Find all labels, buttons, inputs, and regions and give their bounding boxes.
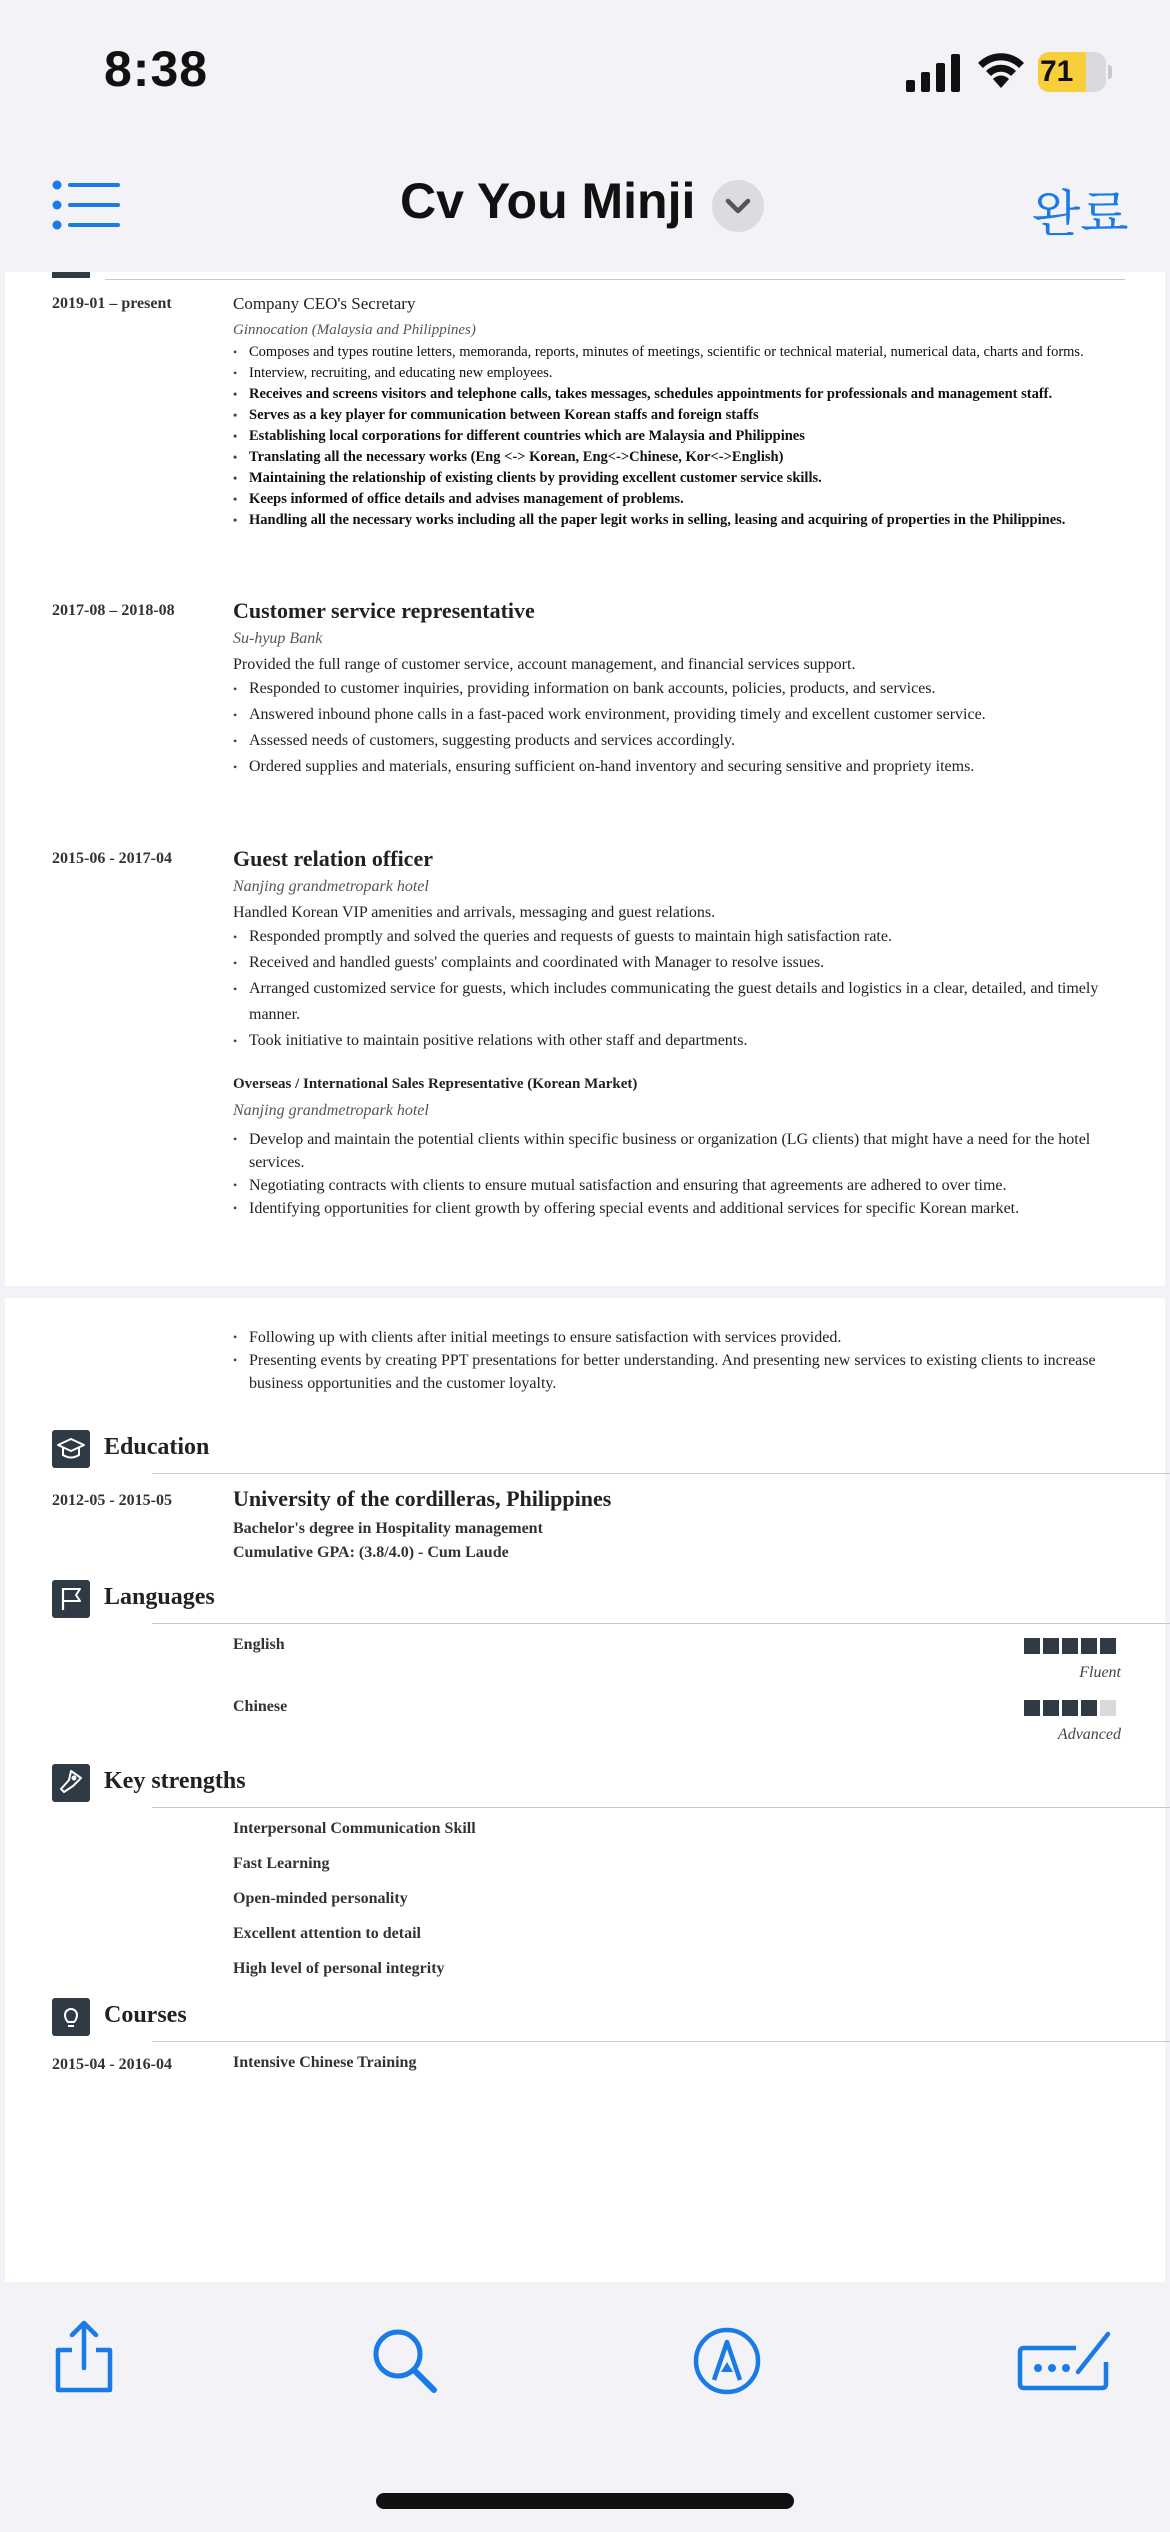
cellular-signal-icon xyxy=(906,52,962,92)
section-rule xyxy=(105,279,1125,280)
list-item: • Composes and types routine letters, memoranda, reports, minutes of meetings, scientific or technical material, numerical data, charts and forms. xyxy=(233,342,1129,363)
strength-item: High level of personal integrity xyxy=(233,1960,445,1977)
form-fill-icon[interactable] xyxy=(1016,2326,1116,2396)
gpa: Cumulative GPA: (3.8/4.0) - Cum Laude xyxy=(233,1544,509,1561)
list-icon[interactable] xyxy=(52,180,122,230)
job-company: Su-hyup Bank xyxy=(233,630,323,647)
document-title[interactable]: Cv You Minji xyxy=(400,173,696,229)
list-item: • Answered inbound phone calls in a fast-paced work environment, providing timely and excellent customer service. xyxy=(233,702,1129,728)
rating-square-filled xyxy=(1062,1638,1078,1654)
list-item: • Translating all the necessary works (Eng <-> Korean, Eng<->Chinese, Kor<->English) xyxy=(233,447,1129,468)
rating-square-filled xyxy=(1024,1700,1040,1716)
list-item: • Establishing local corporations for different countries which are Malaysia and Philippines xyxy=(233,426,1129,447)
list-item: • Keeps informed of office details and advises management of problems. xyxy=(233,489,1129,510)
list-item: • Received and handled guests' complaints and coordinated with Manager to resolve issues. xyxy=(233,950,1129,976)
strength-item: Excellent attention to detail xyxy=(233,1925,421,1942)
list-item: • Took initiative to maintain positive relations with other staff and departments. xyxy=(233,1028,1129,1054)
rating-square-filled xyxy=(1043,1700,1059,1716)
job-title: Company CEO's Secretary xyxy=(233,294,416,313)
rating-square-filled xyxy=(1100,1638,1116,1654)
job-dates: 2019-01 – present xyxy=(52,295,172,312)
list-item: • Serves as a key player for communication between Korean staffs and foreign staffs xyxy=(233,405,1129,426)
language-level: Advanced xyxy=(1057,1726,1121,1743)
section-title: Courses xyxy=(104,2002,187,2028)
list-item: • Following up with clients after initial meetings to ensure satisfaction with services provided. xyxy=(233,1326,1129,1349)
job-bullets xyxy=(233,342,1129,531)
list-item: • Responded promptly and solved the queries and requests of guests to maintain high satisfaction rate. xyxy=(233,924,1129,950)
list-item: • Identifying opportunities for client growth by offering special events and additional services for specific Korean market. xyxy=(233,1197,1129,1220)
pdf-page-1 xyxy=(5,272,1165,1286)
list-item: • Arranged customized service for guests, which includes communicating the guest details and logistics in a clear, detailed, and timely manner. xyxy=(233,976,1129,1028)
job-summary: Provided the full range of customer service, account management, and financial services support. xyxy=(233,656,856,673)
list-item: • Assessed needs of customers, suggesting products and services accordingly. xyxy=(233,728,1129,754)
status-time: 8:38 xyxy=(104,41,209,97)
job-bullets xyxy=(233,676,1129,780)
course-name: Intensive Chinese Training xyxy=(233,2054,417,2071)
strength-item: Open-minded personality xyxy=(233,1890,408,1907)
graduation-cap-icon xyxy=(52,1430,90,1468)
rating-square-empty xyxy=(1100,1700,1116,1716)
strength-item: Fast Learning xyxy=(233,1855,330,1872)
rating-square-filled xyxy=(1043,1638,1059,1654)
battery-indicator xyxy=(1038,52,1112,92)
rating-square-filled xyxy=(1024,1638,1040,1654)
rating-square-filled xyxy=(1081,1700,1097,1716)
job-title: Guest relation officer xyxy=(233,846,433,871)
chevron-down-icon xyxy=(712,180,764,232)
battery-percent: 71 xyxy=(1040,55,1074,88)
language-name: English xyxy=(233,1636,285,1653)
search-icon[interactable] xyxy=(370,2326,440,2396)
done-button[interactable]: 완료 xyxy=(1032,185,1129,243)
language-rating xyxy=(1021,1638,1116,1654)
list-item: • Ordered supplies and materials, ensuring sufficient on-hand inventory and securing sensitive and propriety items. xyxy=(233,754,1129,780)
school-name: University of the cordilleras, Philippines xyxy=(233,1486,612,1511)
lightbulb-icon xyxy=(52,1998,90,2036)
rating-square-filled xyxy=(1062,1700,1078,1716)
course-dates: 2015-04 - 2016-04 xyxy=(52,2056,172,2073)
section-title: Education xyxy=(104,1434,210,1460)
strength-item: Interpersonal Communication Skill xyxy=(233,1820,476,1837)
job-summary: Handled Korean VIP amenities and arrivals, messaging and guest relations. xyxy=(233,904,716,921)
markup-pen-icon[interactable] xyxy=(692,2326,762,2396)
section-icon-partial xyxy=(52,272,90,278)
list-item: • Negotiating contracts with clients to ensure mutual satisfaction and ensuring that agreements are adhered to over time. xyxy=(233,1174,1129,1197)
job-company: Ginnocation (Malaysia and Philippines) xyxy=(233,322,476,338)
job-dates: 2017-08 – 2018-08 xyxy=(52,602,175,619)
job-company: Nanjing grandmetropark hotel xyxy=(233,878,429,895)
education-dates: 2012-05 - 2015-05 xyxy=(52,1492,172,1509)
home-indicator xyxy=(376,2493,794,2509)
status-bar xyxy=(0,0,1170,150)
job-dates: 2015-06 - 2017-04 xyxy=(52,850,172,867)
list-item: • Interview, recruiting, and educating new employees. xyxy=(233,363,1129,384)
list-item: • Develop and maintain the potential clients within specific business or organization (LG clients) that might have a need for the hotel services. xyxy=(233,1128,1129,1174)
job-company: Nanjing grandmetropark hotel xyxy=(233,1102,429,1119)
section-title: Key strengths xyxy=(104,1768,246,1794)
share-icon[interactable] xyxy=(52,2320,116,2394)
degree: Bachelor's degree in Hospitality management xyxy=(233,1520,543,1537)
language-name: Chinese xyxy=(233,1698,288,1715)
section-title: Languages xyxy=(104,1584,215,1610)
flag-icon xyxy=(52,1580,90,1618)
job-bullets-continued xyxy=(233,1326,1129,1395)
list-item: • Handling all the necessary works including all the paper legit works in selling, leasing and acquiring of properties in the Philippines. xyxy=(233,510,1129,531)
language-rating xyxy=(1021,1700,1116,1716)
job-bullets xyxy=(233,924,1129,1054)
rating-square-filled xyxy=(1081,1638,1097,1654)
job-title: Customer service representative xyxy=(233,598,535,623)
list-item: • Maintaining the relationship of existing clients by providing excellent customer service skills. xyxy=(233,468,1129,489)
list-item: • Responded to customer inquiries, providing information on bank accounts, policies, products, and services. xyxy=(233,676,1129,702)
title-menu-button[interactable] xyxy=(712,180,764,232)
list-item: • Receives and screens visitors and telephone calls, takes messages, schedules appointments for professionals and management staff. xyxy=(233,384,1129,405)
ribbon-badge-icon xyxy=(52,1764,90,1802)
list-item: • Presenting events by creating PPT presentations for better understanding. And presenting new services to existing clients to increase business opportunities and the customer loyalty. xyxy=(233,1349,1129,1395)
job-title: Overseas / International Sales Representative (Korean Market) xyxy=(233,1076,638,1092)
pdf-page-2 xyxy=(5,1298,1165,2282)
language-level: Fluent xyxy=(1079,1664,1121,1681)
wifi-icon xyxy=(976,50,1026,90)
job-bullets xyxy=(233,1128,1129,1220)
